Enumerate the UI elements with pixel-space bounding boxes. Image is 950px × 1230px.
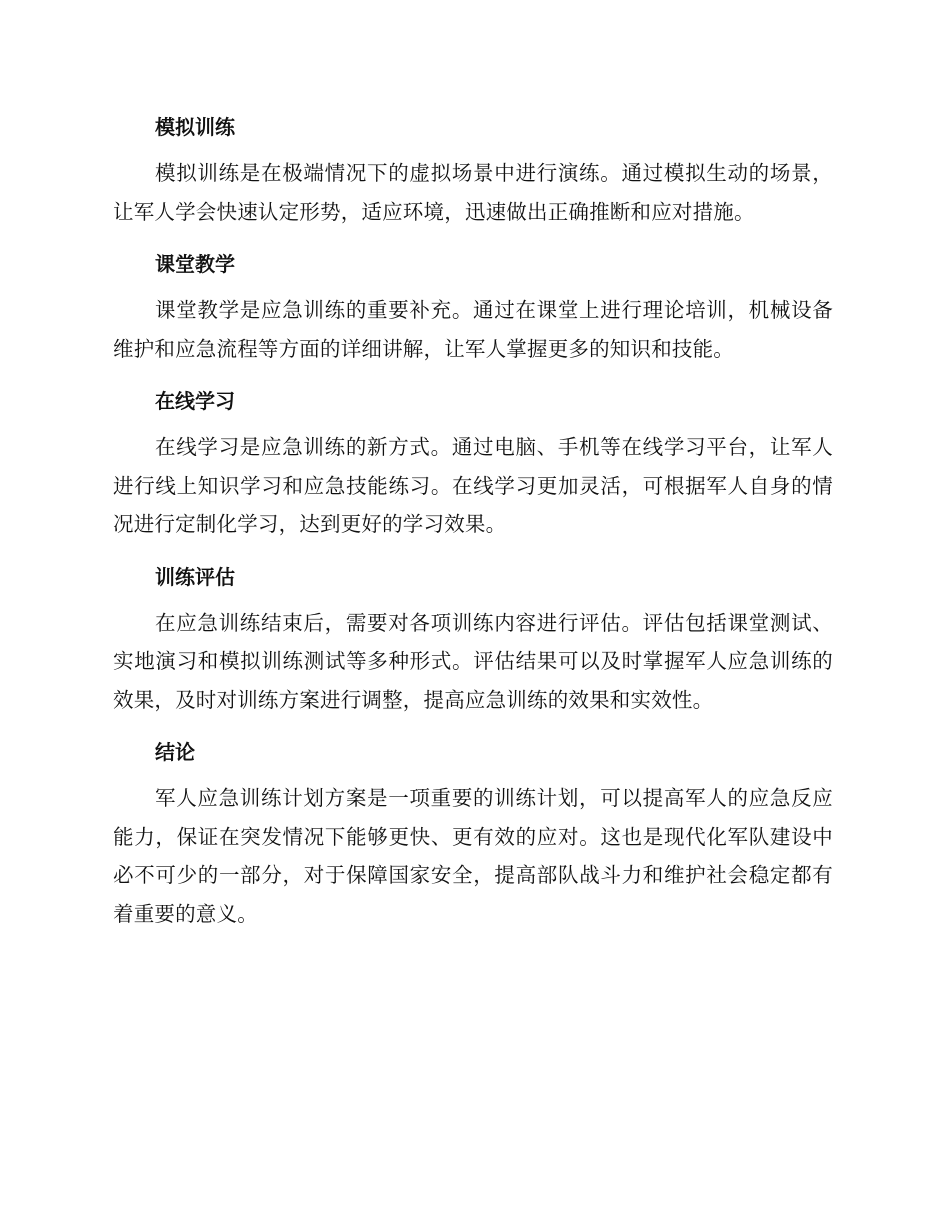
section-paragraph: 在线学习是应急训练的新方式。通过电脑、手机等在线学习平台，让军人进行线上知识学习和应急技能练习。在线学习更加灵活，可根据军人自身的情况进行定制化学习，达到更好的学习效果。 (113, 435, 833, 536)
section-conclusion (113, 733, 833, 933)
section-classroom-teaching (113, 245, 833, 368)
section-paragraph: 军人应急训练计划方案是一项重要的训练计划，可以提高军人的应急反应能力，保证在突发情况下能够更快、更有效的应对。这也是现代化军队建设中必不可少的一部分，对于保障国家安全，提高部队战斗力和维护社会稳定都有着重要的意义。 (113, 786, 833, 926)
section-training-evaluation (113, 558, 833, 720)
section-simulation-training (113, 108, 833, 231)
section-heading: 在线学习 (155, 389, 235, 413)
section-paragraph: 在应急训练结束后，需要对各项训练内容进行评估。评估包括课堂测试、实地演习和模拟训练测试等多种形式。评估结果可以及时掌握军人应急训练的效果，及时对训练方案进行调整，提高应急训练的效果和实效性。 (113, 610, 833, 712)
section-heading: 结论 (155, 740, 195, 764)
document-body (113, 108, 833, 947)
section-paragraph: 模拟训练是在极端情况下的虚拟场景中进行演练。通过模拟生动的场景，让军人学会快速认定形势，适应环境，迅速做出正确推断和应对措施。 (113, 161, 833, 224)
section-heading: 模拟训练 (155, 115, 235, 139)
section-online-learning (113, 382, 833, 544)
section-paragraph: 课堂教学是应急训练的重要补充。通过在课堂上进行理论培训，机械设备维护和应急流程等方面的详细讲解，让军人掌握更多的知识和技能。 (113, 298, 833, 361)
section-heading: 课堂教学 (155, 252, 235, 276)
section-heading: 训练评估 (155, 564, 235, 589)
